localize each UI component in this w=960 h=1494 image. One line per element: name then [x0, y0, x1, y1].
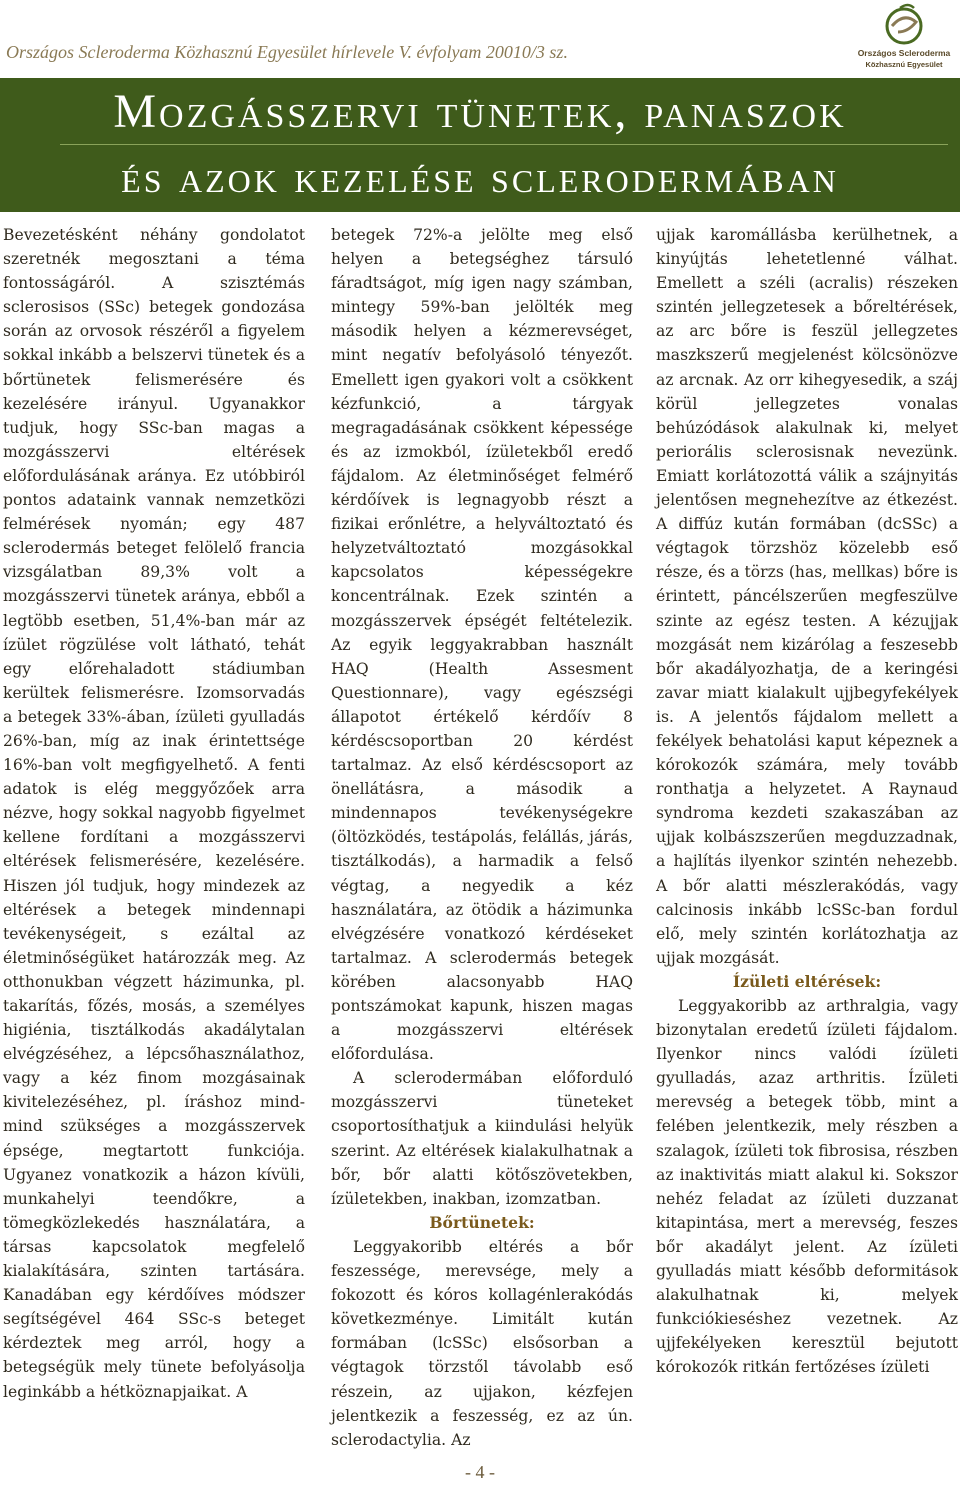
text-column-1 — [3, 223, 305, 1404]
logo-line-1: Országos Scleroderma — [857, 48, 951, 58]
paragraph: Leggyakoribb eltérés a bőr feszessége, merevsége, mely a fokozott és kóros kollagénlerakódás következménye. Limitált kután formában (lcSSc) elsősorban a végtagok törzstől távolabb eső részein, az ujjakon, kézfejen jelentkezik a feszesség, ez az ún. sclerodactylia. Az — [331, 1237, 633, 1449]
page-title-line-2: és azok kezelése sclerodermában — [121, 151, 839, 202]
paragraph: betegek 72%-a jelölte meg első helyen a betegséghez társuló fáradtságot, míg igen nagy számban, mintegy 59%-ban jelölték meg második helyen a kézmerevséget, mint negatív befolyásoló tényezőt. Emellett igen gyakori volt a csökkent kézfunkció, a tárgyak megragadásának csökkent képessége és az izmokból, ízületekből eredő fájdalom. Az életminőséget felmérő kérdőívek is legnagyobb részt a fizikai erőnlétre, a helyváltoztató és helyzetváltoztató mozgásokkal kapcsolatos képességekre koncentrálnak. Ezek szintén a mozgásszervek épségét feltételezik. Az egyik leggyakrabban használt HAQ (Health Assesment Questionnare), vagy egészségi állapotot értékelő kérdőív 8 kérdéscsoportban 20 kérdést tartalmaz. Az első kérdéscsoport az önellátásra, a második a mindennapos tevékenységekre (öltözködés, testápolás, felállás, járás, tisztálkodás), a harmadik a felső végtag, a negyedik a kéz használatára, az ötödik a házimunka elvégzésére vonatkozó kérdéseket tartalmaz. A sclerodermás betegek körében alacsonyabb HAQ pontszámokat kapunk, hiszen magas a mozgásszervi eltérések előfordulása. — [331, 226, 633, 1064]
section-heading-skin: Bőrtünetek: — [429, 1212, 535, 1232]
society-logo-icon — [878, 2, 930, 48]
banner-divider — [60, 144, 948, 145]
title-banner — [0, 78, 960, 212]
text-column-2 — [331, 223, 633, 1452]
society-logo — [856, 2, 952, 70]
section-heading-joints: Ízületi eltérések: — [732, 971, 882, 991]
paragraph: ujjak karomállásba kerülhetnek, a kinyújtás lehetetlenné válhat. Emellett a széli (acralis) részeken szintén jellegzetesek a bőreltérések, az arc bőre is feszül jellegzetes maszkszerű megjelenést kölcsönözve az arcnak. Az orr kihegyesedik, a száj körül jellegzetes vonalas behúzódások alakulnak ki, melyet periorális sclerosisnak nevezünk. Emiatt korlátozottá válik a szájnyitás jelentősen megnehezítve az étkezést. A diffúz kután formában (dcSSc) a végtagok törzshöz közelebb eső része, és a törzs (has, mellkas) bőre is érintett, páncélszerűen megfeszülve szinte az egész testen. A kézujjak mozgását nem kizárólag a feszesebb bőr akadályozhatja, de a keringési zavar miatt kialakult ujjbegyfekélyek is. A jelentős fájdalom mellett a fekélyek behatolási kaput képeznek a kórokozók számára, mely tovább ronthatja a helyzetet. A Raynaud syndroma kezdeti szakaszában az ujjak kolbászszerűen megduzzadnak, a hajlítás ilyenkor szintén nehezebb. A bőr alatti mészlerakódás, vagy calcinosis inkább lcSSc-ban fordul elő, mely szintén korlátozhatja az ujjak mozgását. — [656, 226, 958, 967]
paragraph: A sclerodermában előforduló mozgásszervi tüneteket csoportosíthatjuk a kiindulási helyük szerint. Az eltérések kialakulhatnak a bőr, bőr alatti kötőszövetekben, ízületekben, inakban, izomzatban. — [331, 1069, 633, 1208]
paragraph: Bevezetésként néhány gondolatot szeretnék megosztani a téma fontosságáról. A szisztémás sclerosisos (SSc) betegek gondozása során az orvosok részéről a figyelem sokkal inkább a belszervi tünetek és a bőrtünetek felismerésére és kezelésére irányul. Ugyanakkor tudjuk, hogy SSc-ban magas a mozgásszervi eltérések előfordulásának aránya. Ez utóbbiról pontos adataink vannak nemzetközi felmérések nyomán; egy 487 sclerodermás beteget felölelő francia vizsgálatban 89,3% volt a mozgásszervi tünetek aránya, ebből a legtöbb esetben, 51,4%-ban már az ízület rögzülése volt látható, tehát egy előrehaladott stádiumban kerültek felismerésre. Izomsorvadás a betegek 33%-ában, ízületi gyulladás 26%-ban, míg az inak érintettsége 16%-ban volt megfigyelhető. A fenti adatok is elég meggyőzőek arra nézve, hogy sokkal nagyobb figyelmet kellene fordítani a mozgásszervi eltérések felismerésére, kezelésére. Hiszen jól tudjuk, hogy mindezek az eltérések a betegek mindennapi tevékenységeit, s ezáltal az életminőségüket határozzák meg. Az otthonukban végzett házimunka, pl. takarítás, főzés, mosás, a személyes higiénia, tisztálkodás akadálytalan elvégzéséhez, a lépcsőhasználathoz, vagy a kéz finom mozgásainak kivitelezéséhez, pl. íráshoz mind-mind szükséges a mozgásszervek épsége, megtartott funkciója. Ugyanez vonatkozik a házon kívüli, munkahelyi teendőkre, a tömegközlekedés használatára, a társas kapcsolatok megfelelő kialakítására, szinten tartására. Kanadában egy kérdőíves módszer segítségével 464 SSc-s beteget kérdeztek meg arról, hogy a betegségük mely tünete befolyásolja leginkább a hétköznapjaikat. A — [3, 226, 305, 1401]
page-number: - 4 - — [465, 1462, 495, 1482]
page-title-line-1: Mozgásszervi tünetek, panaszok — [113, 85, 847, 138]
paragraph: Leggyakoribb az arthralgia, vagy bizonytalan eredetű ízületi fájdalom. Ilyenkor nincs valódi ízületi gyulladás, azaz arthritis. Ízületi merevség a betegek több, mint a felében jelentkezik, mely részben a szalagok, ízületi tok fibrosisa, részben az inaktivitás miatt alakul ki. Sokszor nehéz feladat az ízületi duzzanat kitapintása, mert a merevség, feszes bőr akadályt jelent. Az ízületi gyulladás miatt később deformitások alakulhatnak ki, melyek funkciókieséshez vezetnek. Az ujjfekélyeken keresztül bejutott kórokozók ritkán fertőzéses ízületi — [656, 997, 958, 1377]
text-column-3 — [656, 223, 958, 1380]
publication-header: Országos Scleroderma Közhasznú Egyesület hírlevele V. évfolyam 20010/3 sz. — [6, 42, 568, 62]
logo-line-2: Közhasznú Egyesület — [865, 60, 943, 69]
